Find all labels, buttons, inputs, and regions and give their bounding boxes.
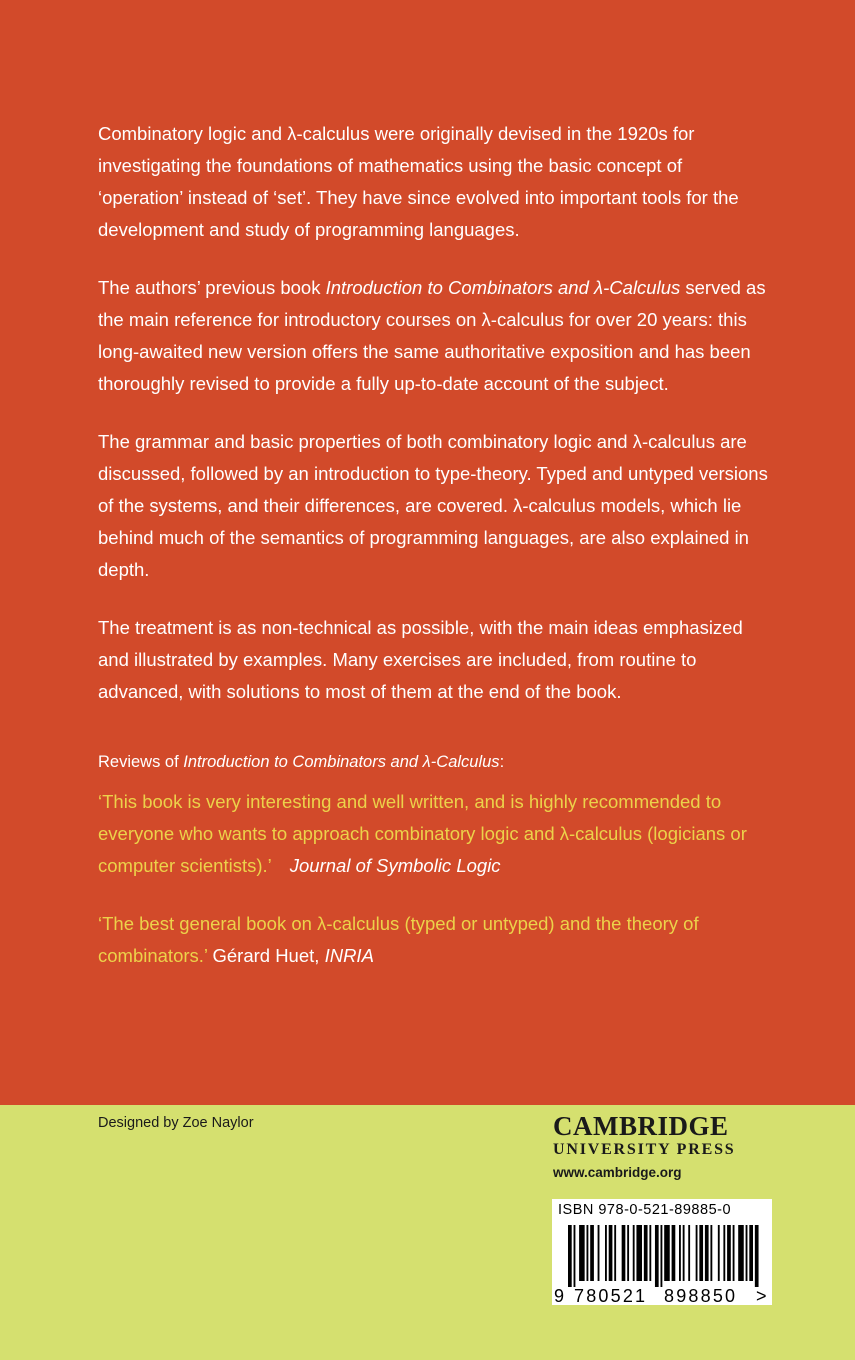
barcode-bar [683,1225,685,1281]
barcode-lead-digit: 9 [554,1286,565,1305]
barcode-bars [568,1225,759,1287]
barcode-bar [679,1225,681,1281]
barcode-bar [699,1225,703,1281]
barcode-bar [636,1225,642,1281]
reviews-heading-title: Introduction to Combinators and λ-Calculus [183,753,500,771]
barcode-bar [633,1225,635,1281]
publisher-url: www.cambridge.org [553,1165,682,1180]
barcode-bar [727,1225,731,1281]
barcode-bar [718,1225,720,1281]
barcode-bar [696,1225,698,1281]
barcode-bar [749,1225,753,1281]
barcode-bar [655,1225,659,1287]
review-quote-2 [98,908,768,972]
barcode-arrow: > [756,1286,767,1305]
barcode-bar [755,1225,759,1287]
barcode-bar [738,1225,744,1281]
barcode-bar [664,1225,670,1281]
barcode-bar [622,1225,626,1281]
barcode-right-digits: 898850 [664,1286,738,1305]
publisher-logo [553,1111,773,1180]
publisher-subtitle: UNIVERSITY PRESS [553,1141,736,1158]
designer-credit: Designed by Zoe Naylor [98,1115,254,1131]
blurb-paragraph-2-before: The authors’ previous book [98,277,326,298]
barcode-bar [587,1225,589,1281]
barcode-bar [661,1225,663,1287]
barcode-bar [614,1225,616,1281]
barcode-bar [705,1225,709,1281]
barcode-bar [672,1225,676,1281]
review-2-source-org: INRIA [324,945,374,966]
blurb-paragraph-1: Combinatory logic and λ-calculus were originally devised in the 1920s for investigating the foundations of mathematics using the basic concept of ‘operation’ instead of ‘set’. They have since evolved into important tools for the development and study of programming languages. [98,123,739,240]
blurb-paragraph-4: The treatment is as non-technical as possible, with the main ideas emphasized and illustrated by examples. Many exercises are included, from routine to advanced, with solutions to most of them at the end of the book. [98,617,743,702]
barcode-left-digits: 780521 [574,1286,648,1305]
reviews-heading-prefix: Reviews of [98,753,184,771]
blurb-paragraph-3: The grammar and basic properties of both combinatory logic and λ-calculus are discussed, followed by an introduction to type-theory. Typed and untyped versions of the systems, and their differences, are covered. λ-calculus models, which lie behind much of the semantics of programming languages, are also explained in depth. [98,431,768,580]
review-2-text: ‘The best general book on λ-calculus (typed or untyped) and the theory of combinators.’ [98,913,699,966]
barcode-bar [568,1225,572,1287]
barcode-bar [627,1225,629,1281]
barcode-bar [609,1225,613,1281]
barcode-bar [590,1225,594,1281]
reviews-heading [98,748,768,776]
barcode-bar [710,1225,712,1281]
book-title-reference: Introduction to Combinators and λ-Calculus [325,277,681,298]
reviews-heading-suffix: : [499,753,505,771]
review-1-text: ‘This book is very interesting and well written, and is highly recommended to everyone who wants to approach combinatory logic and λ-calculus (logicians or computer scientists).’ [98,791,747,876]
barcode-bar [644,1225,648,1281]
blurb-paragraph-2-after: served as the main reference for introductory courses on λ-calculus for over 20 years: this long-awaited new version offers the same authoritative exposition and has been thoroughly revised to provide a fully up-to-date account of the subject. [98,277,766,394]
review-1-source: Journal of Symbolic Logic [289,855,501,876]
barcode-bar [733,1225,735,1281]
barcode-bar [746,1225,748,1281]
bottom-band [0,1105,855,1360]
barcode-bar [598,1225,600,1281]
review-2-source-name: Gérard Huet, [212,945,325,966]
blurb-paragraph-2 [98,272,768,400]
barcode-icon [552,1199,772,1305]
isbn-barcode-box [552,1199,772,1305]
barcode-bar [723,1225,725,1281]
blurb [98,118,768,998]
review-quote-1 [98,786,768,882]
barcode-bar [649,1225,651,1281]
barcode-bar [605,1225,607,1281]
publisher-name: CAMBRIDGE [553,1111,729,1141]
barcode-bar [574,1225,576,1287]
barcode-bar [579,1225,585,1281]
isbn-label: ISBN 978-0-521-89885-0 [558,1202,732,1218]
barcode-bar [688,1225,690,1281]
